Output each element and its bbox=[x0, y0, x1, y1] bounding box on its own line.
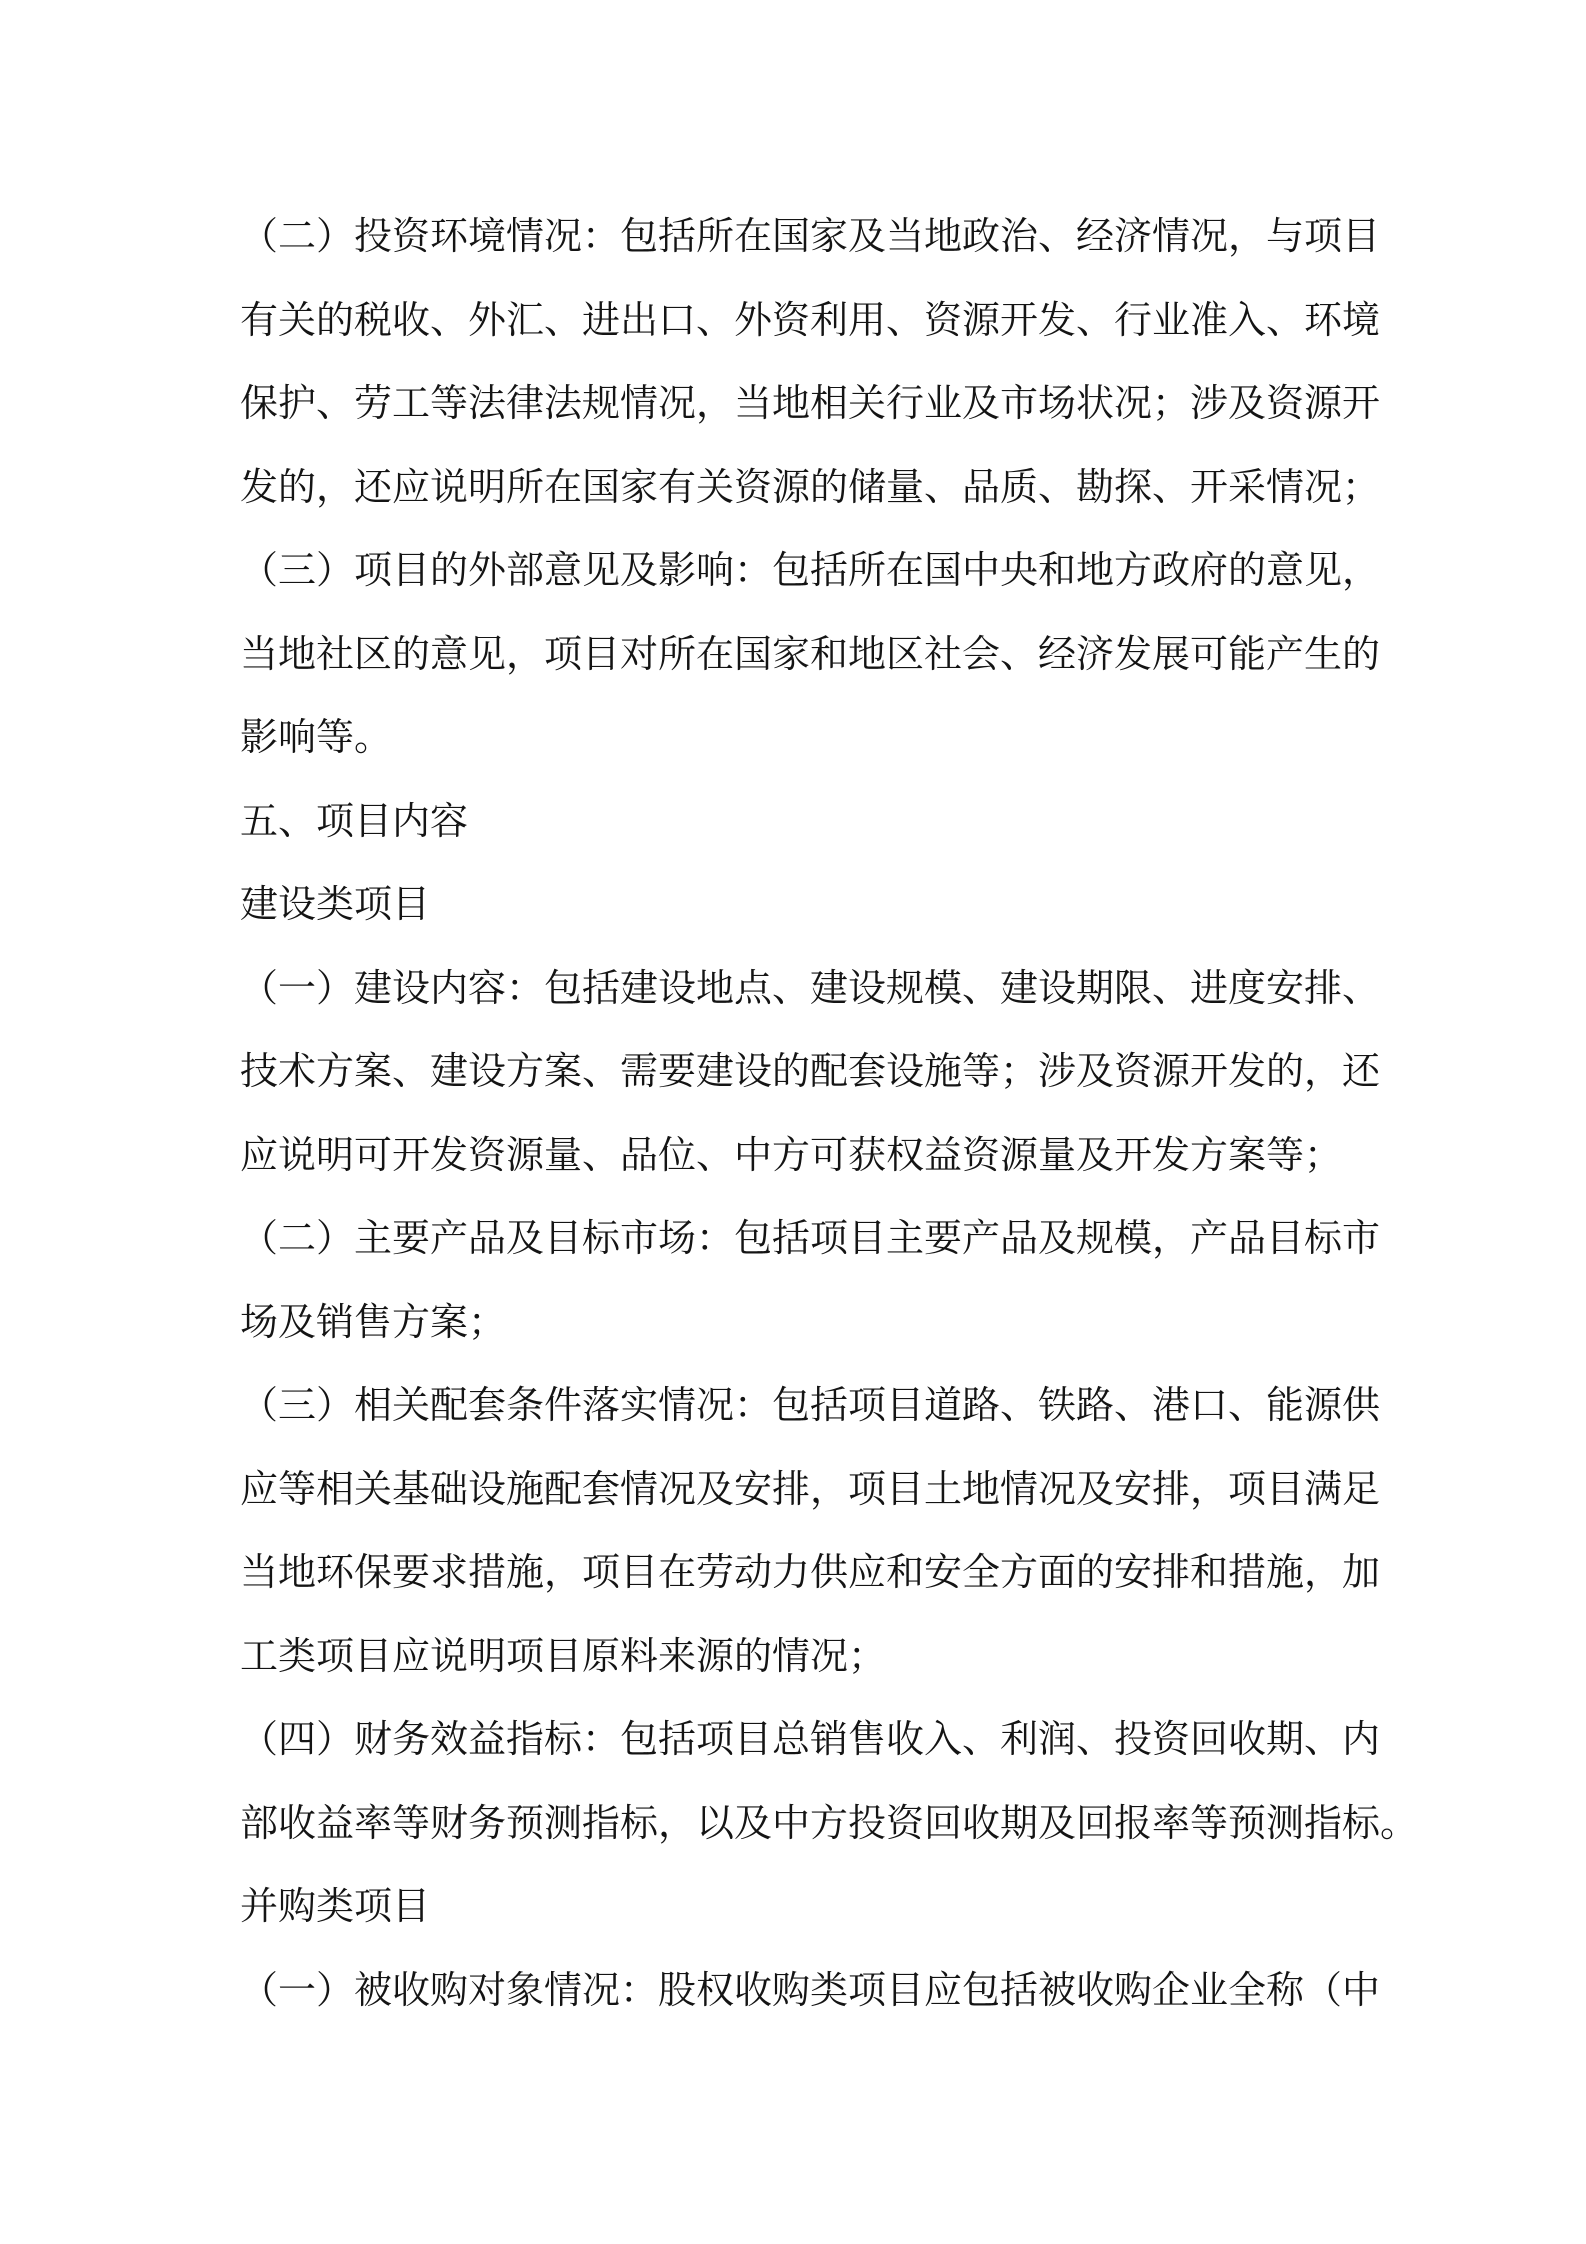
paragraph-line: 场及销售方案； bbox=[240, 1299, 507, 1344]
paragraph-line: 工类项目应说明项目原料来源的情况； bbox=[240, 1633, 887, 1678]
paragraph-line: 有关的税收、外汇、进出口、外资利用、资源开发、行业准入、环境 bbox=[240, 297, 1381, 342]
paragraph-line: 发的，还应说明所在国家有关资源的储量、品质、勘探、开采情况； bbox=[240, 464, 1381, 509]
paragraph-line: （四）财务效益指标：包括项目总销售收入、利润、投资回收期、内 bbox=[240, 1717, 1381, 1761]
paragraph-line: （三）相关配套条件落实情况：包括项目道路、铁路、港口、能源供 bbox=[240, 1383, 1381, 1427]
paragraph-line: （二）投资环境情况：包括所在国家及当地政治、经济情况，与项目 bbox=[240, 214, 1381, 258]
paragraph-line: 保护、劳工等法律法规情况，当地相关行业及市场状况；涉及资源开 bbox=[240, 381, 1381, 425]
paragraph-line: 当地环保要求措施，项目在劳动力供应和安全方面的安排和措施，加 bbox=[240, 1550, 1381, 1594]
document-body bbox=[240, 195, 1419, 2032]
subsection-heading: 并购类项目 bbox=[240, 1884, 431, 1928]
paragraph-line: 部收益率等财务预测指标，以及中方投资回收期及回报率等预测指标。 bbox=[240, 1800, 1419, 1845]
paragraph-line: 应等相关基础设施配套情况及安排，项目土地情况及安排，项目满足 bbox=[240, 1466, 1381, 1511]
paragraph-line: 影响等。 bbox=[240, 715, 393, 759]
paragraph-line: 应说明可开发资源量、品位、中方可获权益资源量及开发方案等； bbox=[240, 1132, 1343, 1177]
paragraph-line: （二）主要产品及目标市场：包括项目主要产品及规模，产品目标市 bbox=[240, 1216, 1381, 1260]
section-heading: 五、项目内容 bbox=[240, 798, 469, 843]
paragraph-line: （一）建设内容：包括建设地点、建设规模、建设期限、进度安排、 bbox=[240, 965, 1381, 1010]
paragraph-line: （一）被收购对象情况：股权收购类项目应包括被收购企业全称（中 bbox=[240, 1967, 1381, 2012]
paragraph-line: 当地社区的意见，项目对所在国家和地区社会、经济发展可能产生的 bbox=[240, 631, 1381, 676]
paragraph-line: （三）项目的外部意见及影响：包括所在国中央和地方政府的意见， bbox=[240, 548, 1381, 592]
subsection-heading: 建设类项目 bbox=[240, 882, 431, 926]
paragraph-line: 技术方案、建设方案、需要建设的配套设施等；涉及资源开发的，还 bbox=[240, 1049, 1381, 1093]
